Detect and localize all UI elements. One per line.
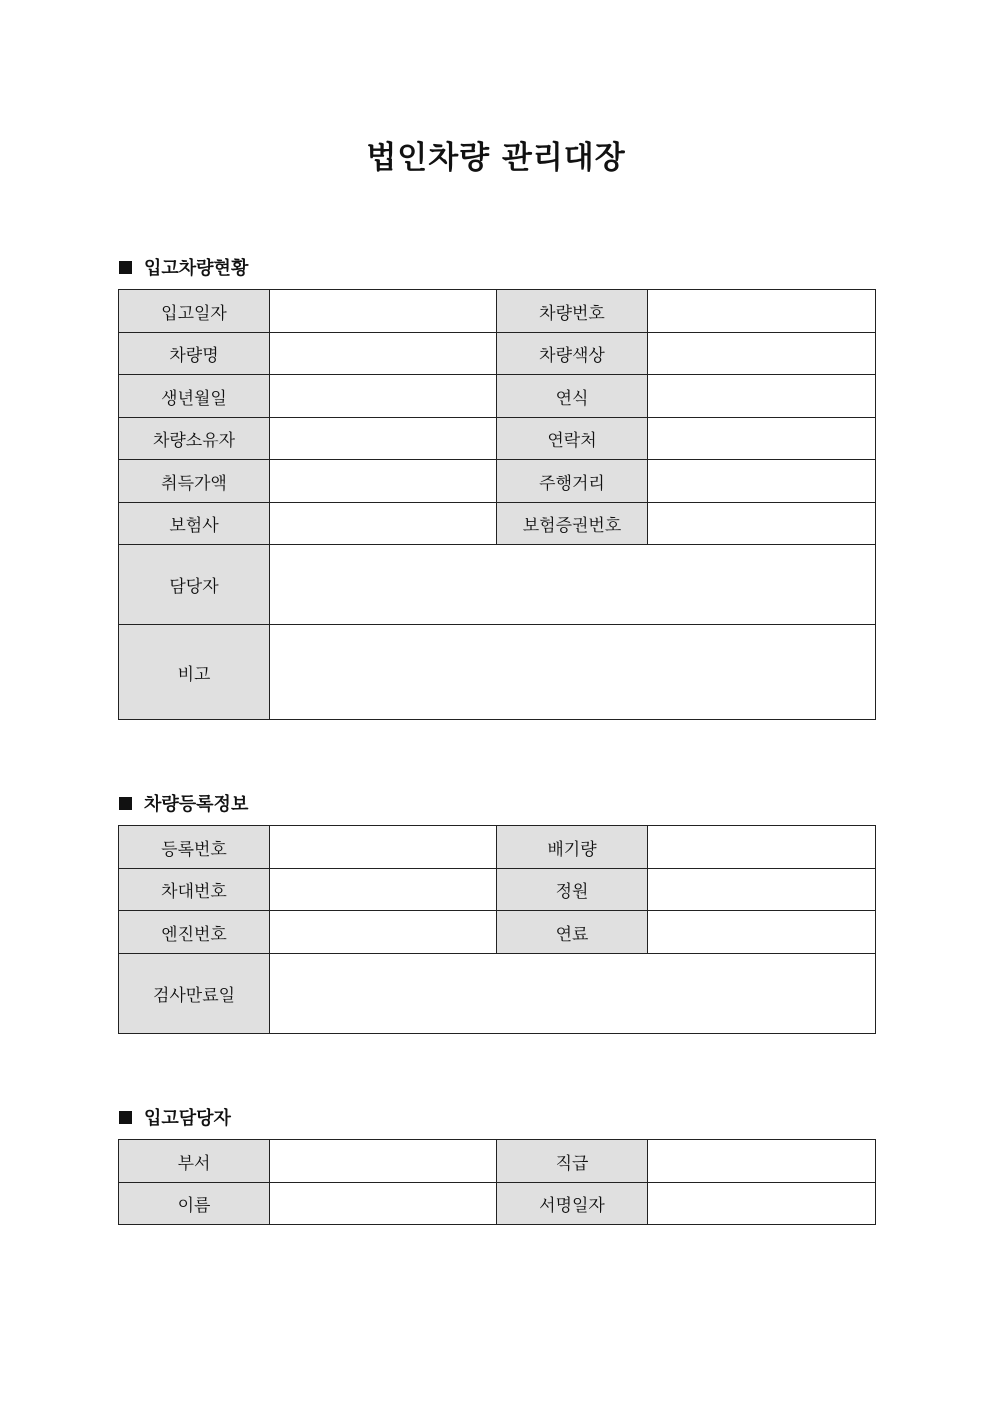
registration-table [118,825,876,1034]
section-heading-receiving-staff [119,1104,231,1130]
label-cell: 연식 [497,375,648,418]
table-row [119,375,876,418]
inspection-expiry-field[interactable] [270,954,876,1034]
remarks-field[interactable] [270,625,876,720]
entry-date-field[interactable] [270,290,497,333]
label-cell: 생년월일 [119,375,270,418]
contact-field[interactable] [648,418,876,460]
label-cell: 직급 [497,1140,648,1183]
table-row [119,911,876,954]
vin-field[interactable] [270,869,497,911]
label-cell: 배기량 [497,826,648,869]
registration-number-field[interactable] [270,826,497,869]
table-row [119,869,876,911]
label-cell: 검사만료일 [119,954,270,1034]
birth-date-field[interactable] [270,375,497,418]
table-row [119,418,876,460]
plate-number-field[interactable] [648,290,876,333]
position-field[interactable] [648,1140,876,1183]
page-title: 법인차량 관리대장 [366,140,626,176]
vehicle-name-field[interactable] [270,333,497,375]
label-cell: 부서 [119,1140,270,1183]
engine-number-field[interactable] [270,911,497,954]
label-cell: 차량색상 [497,333,648,375]
label-cell: 차량명 [119,333,270,375]
label-cell: 이름 [119,1183,270,1225]
department-field[interactable] [270,1140,497,1183]
table-row [119,826,876,869]
table-row [119,1140,876,1183]
name-field[interactable] [270,1183,497,1225]
signature-date-field[interactable] [648,1183,876,1225]
square-bullet-icon [119,1111,132,1124]
label-cell: 차대번호 [119,869,270,911]
manager-field[interactable] [270,545,876,625]
table-row [119,545,876,625]
label-cell: 차량소유자 [119,418,270,460]
section-heading-incoming-vehicle [119,254,248,280]
label-cell: 서명일자 [497,1183,648,1225]
square-bullet-icon [119,261,132,274]
table-row [119,503,876,545]
label-cell: 연락처 [497,418,648,460]
receiving-staff-table [118,1139,876,1225]
insurer-field[interactable] [270,503,497,545]
table-row [119,333,876,375]
label-cell: 정원 [497,869,648,911]
label-cell: 보험증권번호 [497,503,648,545]
label-cell: 취득가액 [119,460,270,503]
table-row [119,625,876,720]
displacement-field[interactable] [648,826,876,869]
policy-number-field[interactable] [648,503,876,545]
table-row [119,460,876,503]
table-row [119,1183,876,1225]
acquisition-price-field[interactable] [270,460,497,503]
label-cell: 주행거리 [497,460,648,503]
label-cell: 입고일자 [119,290,270,333]
table-row [119,954,876,1034]
label-cell: 엔진번호 [119,911,270,954]
label-cell: 차량번호 [497,290,648,333]
square-bullet-icon [119,797,132,810]
section-heading-text: 입고차량현황 [144,258,249,279]
label-cell: 담당자 [119,545,270,625]
table-row [119,290,876,333]
label-cell: 등록번호 [119,826,270,869]
mileage-field[interactable] [648,460,876,503]
vehicle-color-field[interactable] [648,333,876,375]
fuel-field[interactable] [648,911,876,954]
model-year-field[interactable] [648,375,876,418]
section-heading-text: 차량등록정보 [144,794,249,815]
section-heading-registration [119,790,248,816]
label-cell: 보험사 [119,503,270,545]
label-cell: 비고 [119,625,270,720]
label-cell: 연료 [497,911,648,954]
incoming-vehicle-table [118,289,876,720]
section-heading-text: 입고담당자 [144,1108,231,1129]
vehicle-owner-field[interactable] [270,418,497,460]
capacity-field[interactable] [648,869,876,911]
